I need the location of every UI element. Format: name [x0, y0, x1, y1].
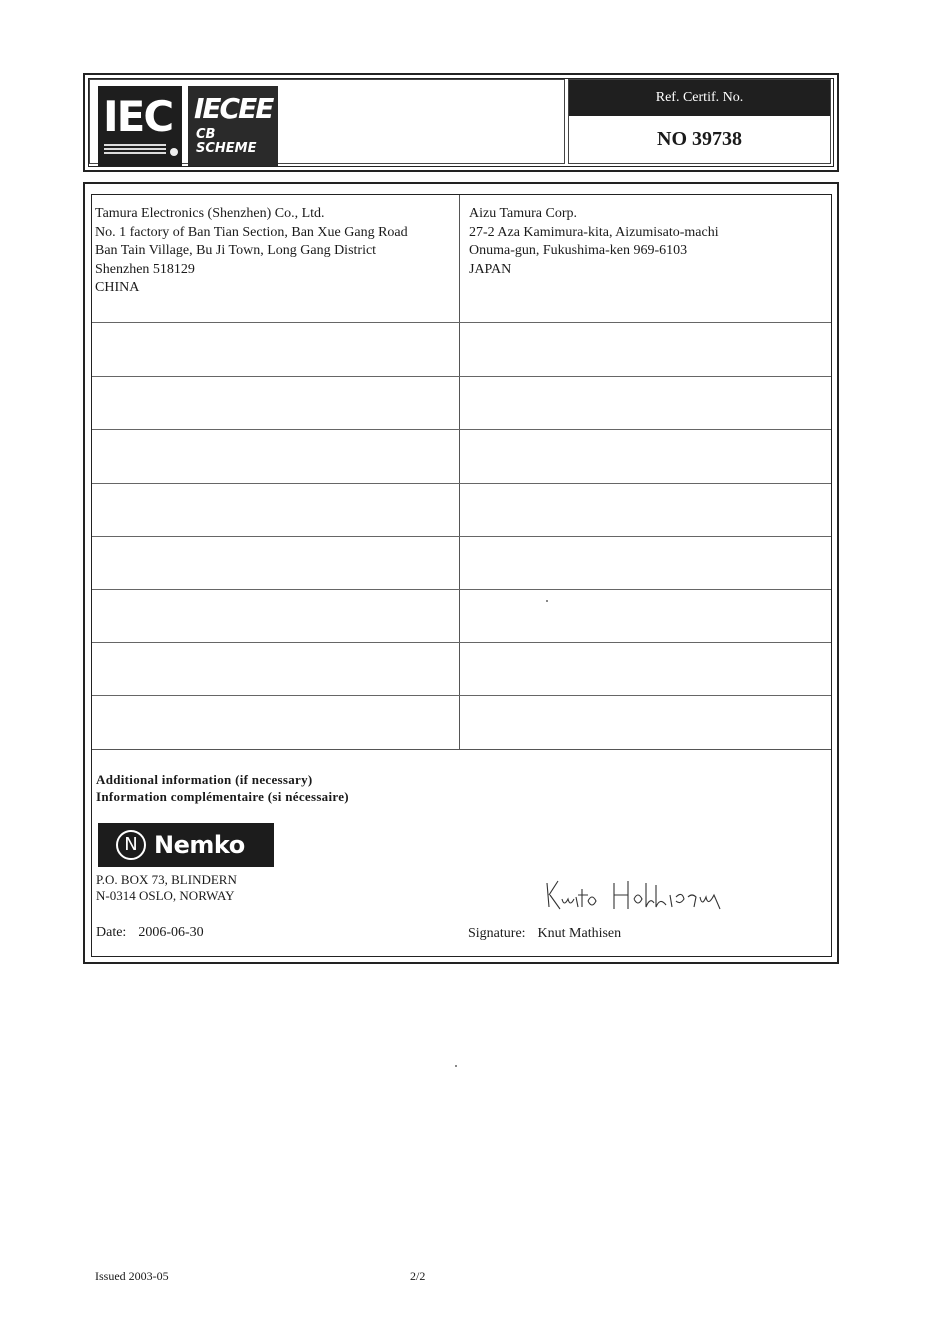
- nemko-logo: [98, 823, 274, 867]
- cb-scheme-logo-text: [196, 128, 256, 156]
- signature-field: [468, 926, 621, 942]
- factory-address-line: Ban Tain Village, Bu Ji Town, Long Gang District: [95, 243, 377, 258]
- grid-row-line: [92, 642, 831, 643]
- cb-text: CB: [196, 127, 216, 142]
- scheme-text: SCHEME: [196, 141, 257, 156]
- additional-info-en: Additional information (if necessary): [96, 772, 313, 787]
- iec-logo-dot: [170, 148, 178, 156]
- iec-logo-text: IEC: [103, 92, 173, 141]
- factory-address: [95, 205, 408, 298]
- issued-date-footer: Issued 2003-05: [95, 1269, 169, 1283]
- issuer-address: [96, 872, 237, 904]
- manufacturer-address: [469, 205, 719, 279]
- scan-speck: [455, 1065, 457, 1067]
- grid-row-line: [92, 429, 831, 430]
- date-field: [96, 925, 204, 941]
- ref-certif-number: NO 39738: [657, 128, 742, 150]
- issuer-address-line: N-0314 OSLO, NORWAY: [96, 888, 235, 903]
- nemko-logo-text: Nemko: [154, 831, 245, 859]
- iecee-logo-text: IECEE: [194, 92, 273, 125]
- manufacturer-address-line: JAPAN: [469, 261, 512, 277]
- date-label: Date:: [96, 925, 127, 940]
- nemko-n-circle-icon: N: [116, 830, 146, 860]
- ref-certif-label: Ref. Certif. No.: [569, 80, 830, 116]
- factory-address-line: Tamura Electronics (Shenzhen) Co., Ltd.: [95, 206, 325, 221]
- additional-info-fr: Information complémentaire (si nécessaire): [96, 789, 349, 804]
- signature-name: Knut Mathisen: [537, 926, 622, 941]
- factory-address-line: Shenzhen 518129: [95, 261, 195, 277]
- grid-row-line: [92, 483, 831, 484]
- issuer-address-line: P.O. BOX 73, BLINDERN: [96, 872, 237, 887]
- grid-row-line: [92, 589, 831, 590]
- grid-row-line: [92, 695, 831, 696]
- manufacturer-address-line: 27-2 Aza Kamimura-kita, Aizumisato-machi: [469, 224, 719, 240]
- logo-cell: [89, 79, 565, 164]
- iec-logo-lines: [104, 144, 166, 158]
- scan-speck: [546, 600, 548, 602]
- page-number: 2/2: [410, 1269, 426, 1283]
- handwritten-signature: [542, 875, 742, 915]
- factory-address-line: CHINA: [95, 280, 140, 295]
- grid-column-divider: [459, 195, 460, 749]
- signature-label: Signature:: [468, 926, 526, 941]
- grid-row-line: [92, 322, 831, 323]
- ref-certificate-cell: [568, 79, 831, 164]
- address-grid: [92, 195, 831, 750]
- certificate-body: [83, 182, 839, 964]
- grid-row-line: [92, 376, 831, 377]
- iec-logo: [98, 86, 182, 166]
- iecee-cb-scheme-logo: [188, 86, 278, 166]
- manufacturer-address-line: Onuma-gun, Fukushima-ken 969-6103: [469, 243, 688, 258]
- date-value: 2006-06-30: [138, 925, 204, 940]
- additional-information-heading: [96, 771, 349, 805]
- manufacturer-address-line: Aizu Tamura Corp.: [469, 206, 578, 221]
- grid-row-line: [92, 536, 831, 537]
- certificate-body-inner: [91, 194, 832, 957]
- certificate-header: [83, 73, 839, 172]
- factory-address-line: No. 1 factory of Ban Tian Section, Ban Xue Gang Road: [95, 224, 408, 240]
